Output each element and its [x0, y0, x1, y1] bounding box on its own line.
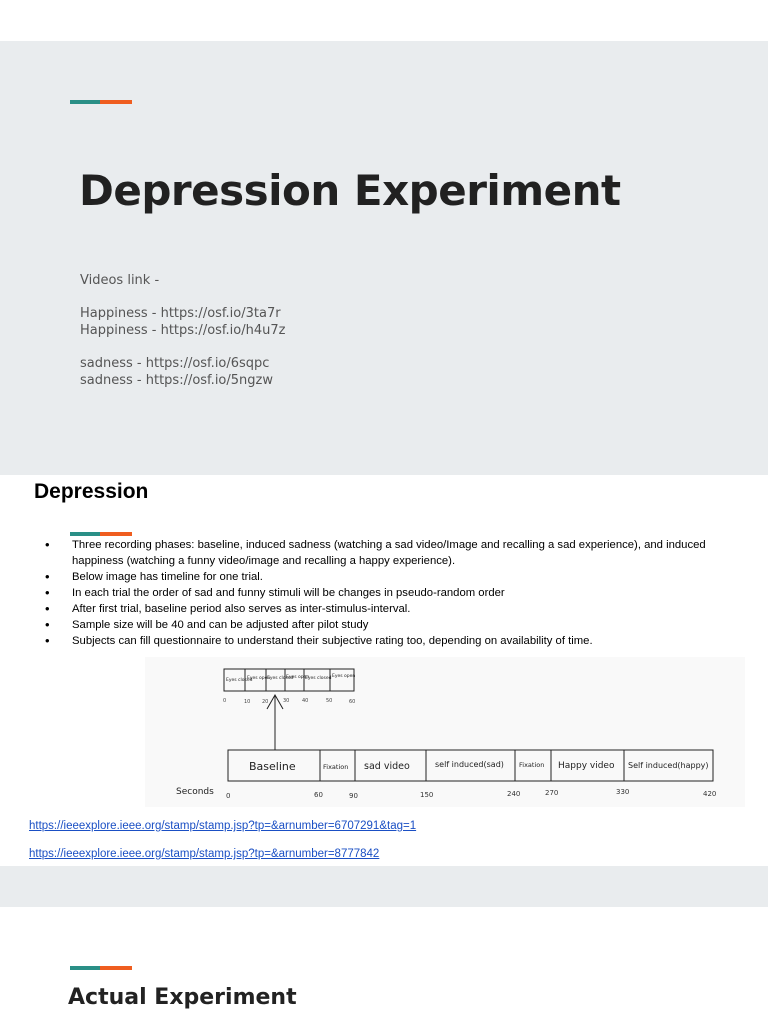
- accent-bar: [70, 966, 132, 970]
- seconds-label: Seconds: [176, 787, 214, 797]
- accent-bar: [70, 100, 132, 104]
- time-tick: 330: [616, 788, 630, 796]
- sub-label: Eyes open: [247, 676, 271, 681]
- time-tick: 270: [545, 789, 559, 797]
- trial-timeline-diagram: [145, 657, 745, 807]
- videos-label: Videos link -: [80, 273, 160, 288]
- bullet-item: • Below image has timeline for one trial.: [45, 569, 750, 585]
- zoom-arrow: [267, 695, 283, 750]
- slide-separator: [0, 866, 768, 907]
- sub-tick: 20: [262, 699, 269, 705]
- segment-sad-video: sad video: [364, 761, 410, 772]
- time-tick: 60: [314, 791, 323, 799]
- video-links: [80, 272, 285, 389]
- sub-tick: 30: [283, 698, 290, 704]
- sub-label: Eyes open: [286, 675, 310, 680]
- segment-fixation: Fixation: [519, 761, 545, 769]
- time-tick: 240: [507, 790, 521, 798]
- sub-label: Eyes open: [332, 674, 356, 679]
- happiness-link-1[interactable]: Happiness - https://osf.io/3ta7r: [80, 306, 281, 321]
- bullet-item: • Three recording phases: baseline, induced sadness (watching a sad video/Image and recalling a sad experience), and induced happiness (watching a funny video/image and recalling a happy experience).: [45, 537, 750, 569]
- time-tick: 90: [349, 792, 358, 800]
- bullet-item: • Sample size will be 40 and can be adjusted after pilot study: [45, 617, 750, 633]
- sadness-link-2[interactable]: sadness - https://osf.io/5ngzw: [80, 373, 273, 388]
- accent-bar: [70, 532, 132, 536]
- happiness-link-2[interactable]: Happiness - https://osf.io/h4u7z: [80, 323, 286, 338]
- sub-tick: 50: [326, 698, 333, 704]
- bullet-item: • Subjects can fill questionnaire to understand their subjective rating too, depending on availability of time.: [45, 633, 750, 649]
- sub-tick: 0: [223, 698, 227, 704]
- reference-link-2[interactable]: https://ieeexplore.ieee.org/stamp/stamp.jsp?tp=&arnumber=8777842: [29, 848, 380, 860]
- bullet-list: [45, 537, 750, 649]
- segment-happy-video: Happy video: [558, 761, 615, 771]
- sub-label: Eyes closed: [226, 678, 253, 683]
- time-tick: 420: [703, 790, 717, 798]
- time-tick: 0: [226, 792, 231, 800]
- segment-self-induced-sad: self induced(sad): [435, 760, 504, 769]
- sub-tick: 10: [244, 699, 251, 705]
- title-slide: [0, 41, 768, 475]
- sadness-link-1[interactable]: sadness - https://osf.io/6sqpc: [80, 356, 270, 371]
- section-title: Depression: [34, 480, 149, 503]
- slide-title: Depression Experiment: [79, 166, 621, 215]
- segment-baseline: Baseline: [249, 760, 296, 773]
- slide-title: Actual Experiment: [68, 985, 297, 1010]
- segment-fixation: Fixation: [323, 763, 349, 771]
- sub-label: Eyes closed: [305, 676, 332, 681]
- sub-tick: 40: [302, 698, 309, 704]
- bullet-item: • After first trial, baseline period also serves as inter-stimulus-interval.: [45, 601, 750, 617]
- bullet-item: • In each trial the order of sad and funny stimuli will be changes in pseudo-random order: [45, 585, 750, 601]
- sub-tick: 60: [349, 699, 356, 705]
- sub-label: Eyes closed: [267, 676, 294, 681]
- depression-slide: [0, 475, 768, 866]
- segment-self-induced-happy: Self induced(happy): [628, 761, 709, 770]
- time-tick: 150: [420, 791, 434, 799]
- reference-link-1[interactable]: https://ieeexplore.ieee.org/stamp/stamp.jsp?tp=&arnumber=6707291&tag=1: [29, 820, 417, 832]
